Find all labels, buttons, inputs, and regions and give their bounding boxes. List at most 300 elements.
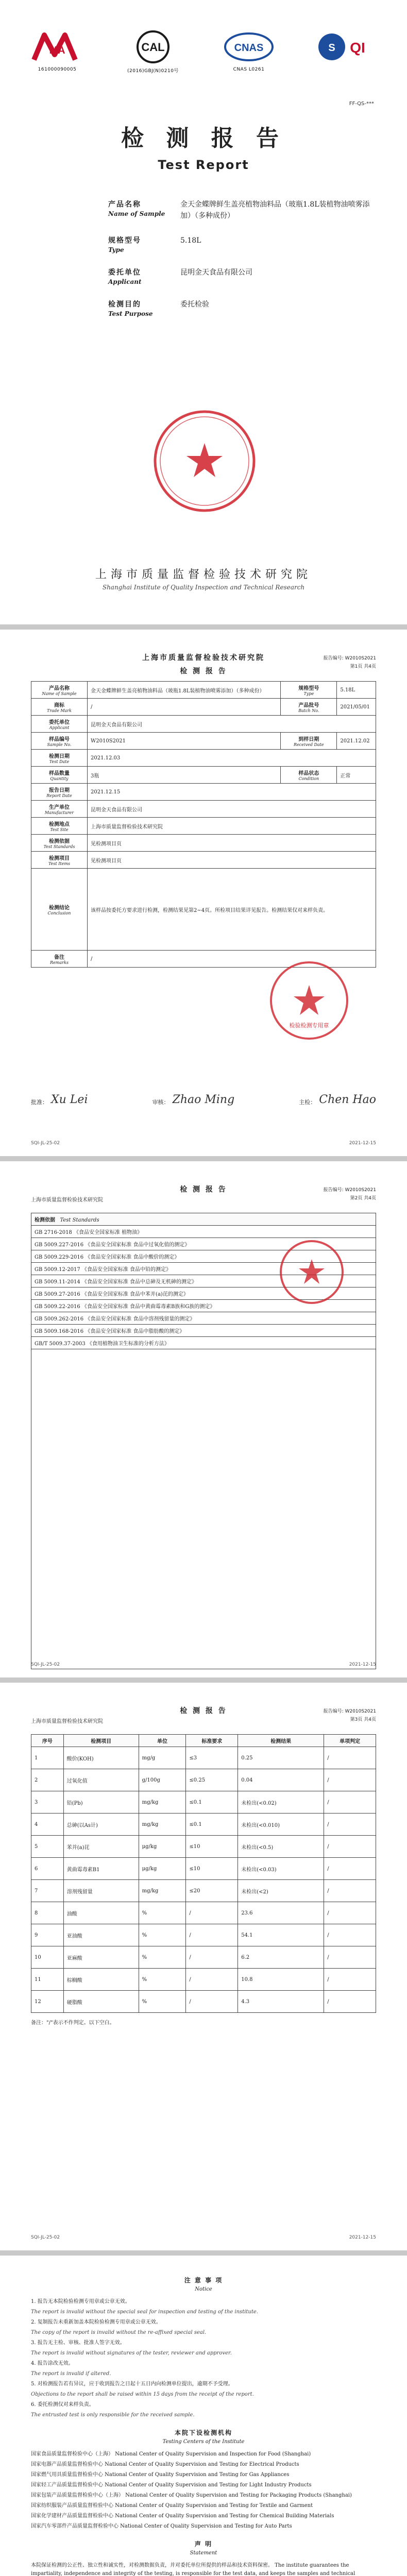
- row-label: [31, 818, 88, 835]
- row-value-2: 2021.12.02: [337, 733, 376, 750]
- result-cell: 8: [31, 1902, 64, 1924]
- result-cell: /: [324, 1791, 376, 1814]
- result-cell: ≤10: [186, 1836, 238, 1858]
- result-row: [31, 1791, 376, 1814]
- svg-text:QI: QI: [350, 40, 365, 56]
- result-row: [31, 1880, 376, 1902]
- row-value: /: [88, 951, 376, 968]
- info-row: [31, 869, 376, 951]
- notice-item: 4. 报告涂改无效。: [31, 2361, 74, 2366]
- standard-item: GB 5009.168-2016 《食品安全国家标准 食品中脂肪酸的测定》: [31, 1325, 376, 1337]
- center-item: 国家汽车零部件产品质量监督检验中心 National Center of Quality Supervision and Testing for Auto Parts: [31, 2523, 292, 2529]
- row-value-2: 正常: [337, 767, 376, 784]
- info-row: [31, 733, 376, 750]
- label-en: Test Standards: [43, 844, 75, 849]
- report-page-1: [0, 630, 407, 1156]
- result-cell: mg/kg: [139, 1814, 186, 1836]
- center-item: 国家食品质量监督检验中心（上海） National Center of Quality Supervision and Inspection for Food (Shanghai): [31, 2451, 311, 2457]
- cnas-code: CNAS L0261: [233, 67, 265, 72]
- label-en: Received Date: [294, 742, 324, 747]
- page-number: 第1页 共4页: [350, 664, 376, 669]
- result-cell: 9: [31, 1924, 64, 1946]
- cover-page: [0, 0, 407, 624]
- label-cn: 产品名称: [49, 686, 70, 691]
- standards-head-en: Test Standards: [60, 1217, 99, 1223]
- label-cn: 规格型号: [108, 236, 141, 245]
- label-cn: 产品批号: [298, 703, 319, 708]
- center-item: 国家化学建材产品质量监督检验中心 National Center of Quality Supervision and Testing for Chemical Building Materials: [31, 2513, 334, 2519]
- result-cell: 6: [31, 1858, 64, 1880]
- result-cell: 硬脂酸: [63, 1991, 139, 2013]
- result-cell: 11: [31, 1969, 64, 1991]
- standard-row: [31, 1337, 376, 1349]
- column-header: 单位: [139, 1735, 186, 1747]
- result-cell: 4.3: [238, 1991, 324, 2013]
- result-cell: 总砷(以As计): [63, 1814, 139, 1836]
- footer-left: SQI-JL-25-02: [31, 1141, 60, 1146]
- report-page-2: [0, 1161, 407, 1677]
- result-cell: 7: [31, 1880, 64, 1902]
- row-label: [31, 852, 88, 869]
- info-row: [31, 835, 376, 852]
- info-row: [31, 852, 376, 869]
- notice-item-en: The entrusted test is only responsible for the received sample.: [31, 2412, 195, 2418]
- cover-fields: [108, 199, 376, 331]
- footer-left: SQI-JL-25-02: [31, 2235, 60, 2240]
- result-cell: %: [139, 1991, 186, 2013]
- label-cn: 备注: [54, 955, 64, 960]
- info-row: [31, 716, 376, 733]
- centers-list: [31, 2450, 376, 2531]
- page-header: [31, 1182, 376, 1213]
- label-cn: 样品状态: [298, 771, 319, 776]
- standard-item: GB 5009.22-2016 《食品安全国家标准 食品中黄曲霉毒素B族和G族的测定》: [31, 1300, 376, 1312]
- title-cn: 检 测 报 告: [121, 125, 286, 151]
- standard-item: GB 5009.262-2016 《食品安全国家标准 食品中溶剂残留量的测定》: [31, 1312, 376, 1325]
- blank-area: [31, 1349, 376, 1669]
- row-value-2: 2021/05/01: [337, 699, 376, 716]
- signature-1: Xu Lei: [51, 1093, 88, 1106]
- svg-text:S: S: [328, 42, 335, 54]
- result-cell: 23.6: [238, 1902, 324, 1924]
- result-cell: 6.2: [238, 1946, 324, 1969]
- sqi-logo-icon: [316, 29, 378, 65]
- result-row: [31, 1991, 376, 2013]
- standard-item: GB 5009.11-2014 《食品安全国家标准 食品中总砷及无机砷的测定》: [31, 1275, 376, 1287]
- row-label: [31, 767, 88, 784]
- label-en: Applicant: [108, 278, 142, 285]
- result-cell: 未检出(<0.02): [238, 1791, 324, 1814]
- red-seal-icon: [278, 1239, 345, 1306]
- result-cell: mg/g: [139, 1747, 186, 1769]
- column-header: 单项判定: [324, 1735, 376, 1747]
- label-en: Condition: [298, 776, 319, 781]
- cover-institution: [0, 566, 407, 591]
- standard-item: GB 5009.227-2016 《食品安全国家标准 食品中过氧化值的测定》: [31, 1238, 376, 1250]
- row-value: 3瓶: [88, 767, 281, 784]
- value: 5.18L: [180, 236, 201, 245]
- label-cn: 委托单位: [49, 720, 70, 725]
- page-number: 第3页 共4页: [350, 1717, 376, 1722]
- cal-code: (2016)GBJ(N)0210号: [127, 69, 179, 74]
- notice-item: 3. 报告无主检、审核、批准人签字无效。: [31, 2340, 125, 2346]
- row-value: /: [88, 699, 281, 716]
- value: 昆明金天食品有限公司: [180, 268, 252, 277]
- result-cell: 10: [31, 1946, 64, 1969]
- row-label: [31, 699, 88, 716]
- row-label: [31, 835, 88, 852]
- statement-title-en: Statement: [190, 2550, 217, 2556]
- notice-title-en: Notice: [195, 2286, 212, 2292]
- label-en: Test Purpose: [108, 310, 153, 317]
- result-cell: 0.25: [238, 1747, 324, 1769]
- result-cell: /: [324, 1814, 376, 1836]
- label-cn: 报告日期: [49, 788, 70, 793]
- institution: 上海市质量监督检验技术研究院: [31, 1197, 103, 1203]
- result-cell: 54.1: [238, 1924, 324, 1946]
- row-value-2: 5.18L: [337, 682, 376, 699]
- result-cell: %: [139, 1902, 186, 1924]
- result-row: [31, 1769, 376, 1791]
- standard-item: GB 5009.27-2016 《食品安全国家标准 食品中苯并(a)芘的测定》: [31, 1287, 376, 1300]
- sqi-logo: [316, 29, 378, 65]
- info-table: [31, 681, 376, 968]
- label-en: Type: [108, 246, 124, 253]
- label-en: Sample No.: [47, 742, 72, 747]
- value: 金天金蝶牌鲜生盖亮植物油料品（玻瓶1.8L装植物油喷雾添加）（多种成份）: [180, 200, 370, 220]
- page-footer: [31, 1662, 376, 1667]
- result-row: [31, 1902, 376, 1924]
- result-row: [31, 1747, 376, 1769]
- row-value: 见检测项目页: [88, 835, 376, 852]
- notice-item: 1. 报告无本院检验检测专用章或公章无效。: [31, 2299, 130, 2304]
- result-cell: /: [324, 1902, 376, 1924]
- center-item: 国家包装产品质量监督检验中心（上海） National Center of Quality Supervision and Testing for Packaging Products (Shanghai): [31, 2493, 352, 2498]
- label-cn: 委托单位: [108, 268, 141, 277]
- doc-title: 检 测 报 告: [180, 1707, 227, 1715]
- row-value: 2021.12.15: [88, 784, 376, 801]
- label-cn: 产品名称: [108, 200, 141, 209]
- result-cell: 未检出(<0.5): [238, 1836, 324, 1858]
- result-cell: /: [324, 1858, 376, 1880]
- column-header: 标准要求: [186, 1735, 238, 1747]
- result-cell: 未检出(<2): [238, 1880, 324, 1902]
- result-row: [31, 1924, 376, 1946]
- result-cell: 过氧化值: [63, 1769, 139, 1791]
- result-cell: 4: [31, 1814, 64, 1836]
- result-row: [31, 1858, 376, 1880]
- standard-item: GB/T 5009.37-2003 《食用植物油卫生标准的分析方法》: [31, 1337, 376, 1349]
- svg-text:CAL: CAL: [141, 41, 165, 54]
- footer-left: SQI-JL-25-02: [31, 1662, 60, 1667]
- reviewer: [152, 1093, 235, 1106]
- result-cell: ≤3: [186, 1747, 238, 1769]
- result-cell: 油酸: [63, 1902, 139, 1924]
- result-cell: 铅(Pb): [63, 1791, 139, 1814]
- label-en: Remarks: [50, 960, 69, 965]
- centers-title: 本院下设检测机构: [174, 2429, 232, 2436]
- result-cell: /: [324, 1991, 376, 2013]
- standard-item: GB 2716-2018 《食品安全国家标准 植物油》: [31, 1226, 376, 1238]
- label-cn: 样品编号: [49, 737, 70, 742]
- row-label-2: [281, 767, 337, 784]
- result-cell: /: [186, 1902, 238, 1924]
- result-cell: ≤0.1: [186, 1791, 238, 1814]
- red-seal-icon: [150, 407, 259, 515]
- field-sample-name: [108, 199, 376, 222]
- title-en: Test Report: [158, 158, 249, 172]
- page-header: [31, 650, 376, 681]
- center-item: 国家轻工产品质量监督检验中心 National Center of Quality Supervision and Testing for Light Industry Products: [31, 2482, 312, 2488]
- cover-title: [0, 120, 407, 172]
- label-cn: 检测结论: [49, 905, 70, 911]
- row-label-2: [281, 682, 337, 699]
- notice-item: 5. 对检测报告若有异议，应于收到报告之日起十五日内向检测单位提出，逾期不予受理。: [31, 2381, 233, 2387]
- label-en: Applicant: [49, 725, 70, 730]
- page-footer: [31, 1141, 376, 1146]
- footer-right: 2021-12-15: [349, 2235, 376, 2240]
- label-cn: 检测目的: [108, 300, 141, 309]
- result-cell: 5: [31, 1836, 64, 1858]
- row-value: W2010S2021: [88, 733, 281, 750]
- result-cell: 棕榈酸: [63, 1969, 139, 1991]
- seal-text: 检验检测专用章: [289, 1022, 329, 1029]
- result-cell: 12: [31, 1991, 64, 2013]
- row-value: 昆明金天食品有限公司: [88, 801, 376, 818]
- label-en: Test Date: [49, 759, 70, 764]
- signature-2: Zhao Ming: [172, 1093, 235, 1106]
- row-label: [31, 869, 88, 951]
- approver: [31, 1093, 88, 1106]
- result-cell: %: [139, 1924, 186, 1946]
- label-en: Test Items: [48, 861, 71, 866]
- results-note: 备注："/"表示不作判定。以下空白。: [31, 2020, 115, 2026]
- column-header: 检测结果: [238, 1735, 324, 1747]
- label-en: Conclusion: [47, 911, 71, 916]
- result-cell: /: [324, 1836, 376, 1858]
- result-cell: μg/kg: [139, 1836, 186, 1858]
- approve-label: 批准：: [31, 1099, 48, 1106]
- row-value: 上海市质量监督检验技术研究院: [88, 818, 376, 835]
- row-value: 昆明金天食品有限公司: [88, 716, 376, 733]
- field-purpose: [108, 299, 376, 317]
- result-cell: %: [139, 1969, 186, 1991]
- field-type: [108, 235, 376, 253]
- value: 委托检验: [180, 300, 209, 309]
- result-cell: %: [139, 1946, 186, 1969]
- result-cell: 未检出(<0.03): [238, 1858, 324, 1880]
- result-cell: 亚麻酸: [63, 1946, 139, 1969]
- row-label: [31, 733, 88, 750]
- tester: [299, 1093, 376, 1106]
- result-cell: ≤0.25: [186, 1769, 238, 1791]
- centers-title-en: Testing Centers of the Institute: [162, 2439, 245, 2445]
- result-cell: /: [324, 1946, 376, 1969]
- result-cell: 苯并(a)芘: [63, 1836, 139, 1858]
- standard-item: GB 5009.229-2016 《食品安全国家标准 食品中酸价的测定》: [31, 1250, 376, 1263]
- row-label-2: [281, 699, 337, 716]
- result-cell: 酸价(KOH): [63, 1747, 139, 1769]
- label-cn: 到样日期: [298, 737, 319, 742]
- standard-row: [31, 1325, 376, 1337]
- info-row: [31, 784, 376, 801]
- result-cell: /: [186, 1991, 238, 2013]
- label-cn: 检测日期: [49, 754, 70, 759]
- info-row: [31, 699, 376, 716]
- accreditation-logos: [29, 29, 378, 86]
- label-en: Manufacturer: [44, 810, 74, 815]
- result-cell: /: [324, 1747, 376, 1769]
- label-cn: 商标: [54, 703, 64, 708]
- row-value: 该样品按委托方要求进行检测，检测结果见第2~4页。所检项目结果详见报告。检测结果仅对来样负责。: [88, 869, 376, 951]
- info-row: [31, 750, 376, 767]
- notice-list: [31, 2298, 376, 2419]
- svg-text:MA: MA: [49, 45, 65, 56]
- notice-item-en: The report is invalid without signatures of the tester, reviewer and approver.: [31, 2350, 232, 2356]
- report-no: 报告编号: W2010S2021: [323, 1709, 376, 1714]
- result-cell: /: [324, 1924, 376, 1946]
- result-row: [31, 1814, 376, 1836]
- result-cell: ≤0.1: [186, 1814, 238, 1836]
- row-label: [31, 750, 88, 767]
- results-table: [31, 1734, 376, 2013]
- row-value: 金天金蝶牌鲜生盖亮植物油料品（玻瓶1.8L装植物油喷雾添加）（多种成份）: [88, 682, 281, 699]
- result-cell: /: [186, 1969, 238, 1991]
- row-label: [31, 716, 88, 733]
- ma-logo: [29, 29, 86, 72]
- label-en: Type: [303, 691, 314, 696]
- notice-item-en: Objections to the report shall be raised within 15 days from the receipt of the report.: [31, 2392, 254, 2397]
- red-seal-icon: [268, 959, 350, 1042]
- result-cell: /: [324, 1769, 376, 1791]
- report-no: 报告编号: W2010S2021: [323, 656, 376, 661]
- result-cell: 0.04: [238, 1769, 324, 1791]
- ma-code: 161000090005: [38, 67, 77, 72]
- result-cell: 2: [31, 1769, 64, 1791]
- result-cell: 3: [31, 1791, 64, 1814]
- label-en: Name of Sample: [42, 691, 77, 696]
- label-cn: 检测项目: [49, 856, 70, 861]
- label-en: Quantity: [50, 776, 69, 781]
- center-item: 国家纺织服装产品质量监督检验中心 National Center of Quality Supervision and Testing for Textile and Garment: [31, 2503, 313, 2509]
- notice-item-en: The report is invalid without the special seal for inspection and testing of the institute.: [31, 2309, 258, 2315]
- notice-item-en: The copy of the report is invalid without the re-affixed special seal.: [31, 2330, 207, 2335]
- result-row: [31, 1969, 376, 1991]
- svg-text:CNAS: CNAS: [234, 42, 264, 54]
- label-en: Report Date: [46, 793, 72, 798]
- row-label: [31, 951, 88, 968]
- result-cell: 亚油酸: [63, 1924, 139, 1946]
- field-applicant: [108, 267, 376, 285]
- cover-report-id: FF-QS-***: [349, 101, 374, 107]
- info-row: [31, 682, 376, 699]
- main-label: 主检：: [299, 1099, 316, 1106]
- row-label: [31, 801, 88, 818]
- result-cell: 1: [31, 1747, 64, 1769]
- institution-cn: 上海市质量监督检验技术研究院: [95, 568, 312, 581]
- label-cn: 生产单位: [49, 805, 70, 810]
- standard-row: [31, 1226, 376, 1238]
- cover-seal: [150, 407, 259, 517]
- doc-title: 检 测 报 告: [180, 1185, 227, 1194]
- page-number: 第2页 共4页: [350, 1196, 376, 1201]
- column-header: 检测项目: [63, 1735, 139, 1747]
- page-footer: [31, 2235, 376, 2240]
- footer-right: 2021-12-15: [349, 1141, 376, 1146]
- result-cell: /: [186, 1946, 238, 1969]
- notice-page: [0, 2256, 407, 2576]
- cnas-logo: [221, 29, 277, 72]
- standard-item: GB 5009.12-2017 《食品安全国家标准 食品中铅的测定》: [31, 1263, 376, 1275]
- row-label-2: [281, 733, 337, 750]
- cal-logo-icon: [125, 29, 181, 65]
- notice-title: 注 意 事 项: [184, 2277, 223, 2284]
- review-label: 审核：: [152, 1099, 169, 1106]
- label-cn: 检测依据: [49, 839, 70, 844]
- result-cell: ≤10: [186, 1858, 238, 1880]
- label-cn: 检测地点: [49, 822, 70, 827]
- signature-3: Chen Hao: [319, 1093, 376, 1106]
- result-row: [31, 1836, 376, 1858]
- info-row: [31, 801, 376, 818]
- ma-logo-icon: [29, 29, 86, 65]
- report-page-3: [0, 1683, 407, 2250]
- label-en: Test Site: [50, 827, 69, 832]
- label-en: Trade Mark: [47, 708, 72, 713]
- result-row: [31, 1946, 376, 1969]
- statement-title: 声 明: [194, 2540, 213, 2548]
- notice-item-en: The report is invalid if altered.: [31, 2371, 111, 2377]
- page-header: [31, 1703, 376, 1734]
- result-cell: g/100g: [139, 1769, 186, 1791]
- signature-row: [31, 1093, 376, 1106]
- result-cell: mg/kg: [139, 1791, 186, 1814]
- result-cell: 溶剂残留量: [63, 1880, 139, 1902]
- result-cell: /: [324, 1969, 376, 1991]
- label-cn: 样品数量: [49, 771, 70, 776]
- institution-en: Shanghai Institute of Quality Inspection and Technical Research: [102, 584, 305, 591]
- doc-title: 检 测 报 告: [180, 667, 227, 675]
- result-cell: 10.8: [238, 1969, 324, 1991]
- row-label: [31, 784, 88, 801]
- footer-right: 2021-12-15: [349, 1662, 376, 1667]
- statement-text: 本院保证检测的公正性、独立性和诚实性，对检测数据负责，并对委托单位所提供的样品和技术资料保密。 The institute guarantees the impartiality, independence and integrity of the testing, is responsible for the test data, and keeps the samples and technical: [31, 2563, 355, 2576]
- report-no: 报告编号: W2010S2021: [323, 1188, 376, 1193]
- label-en: Name of Sample: [108, 210, 165, 217]
- label-en: Batch No.: [298, 708, 319, 713]
- column-header: 序号: [31, 1735, 64, 1747]
- row-value: 见检测项目页: [88, 852, 376, 869]
- result-cell: 黄曲霉毒素B1: [63, 1858, 139, 1880]
- result-cell: 未检出(<0.010): [238, 1814, 324, 1836]
- result-cell: mg/kg: [139, 1880, 186, 1902]
- result-cell: ≤20: [186, 1880, 238, 1902]
- center-item: 国家电器产品质量监督检验中心 National Center of Quality Supervision and Testing for Electrical Products: [31, 2462, 299, 2467]
- result-cell: /: [324, 1880, 376, 1902]
- notice-item: 2. 复制报告未重新加盖本院检验检测专用章或公章无效。: [31, 2319, 161, 2325]
- info-row: [31, 818, 376, 835]
- label-cn: 规格型号: [298, 686, 319, 691]
- result-cell: μg/kg: [139, 1858, 186, 1880]
- institution: 上海市质量监督检验技术研究院: [31, 1719, 103, 1724]
- standard-row: [31, 1312, 376, 1325]
- cnas-logo-icon: [221, 29, 277, 65]
- standards-head: 检测依据: [35, 1217, 55, 1223]
- result-cell: /: [186, 1924, 238, 1946]
- info-row: [31, 767, 376, 784]
- center-item: 国家燃气用具质量监督检验中心 National Center of Quality Supervision and Testing for Gas Appliances: [31, 2472, 290, 2478]
- row-value: 2021.12.03: [88, 750, 376, 767]
